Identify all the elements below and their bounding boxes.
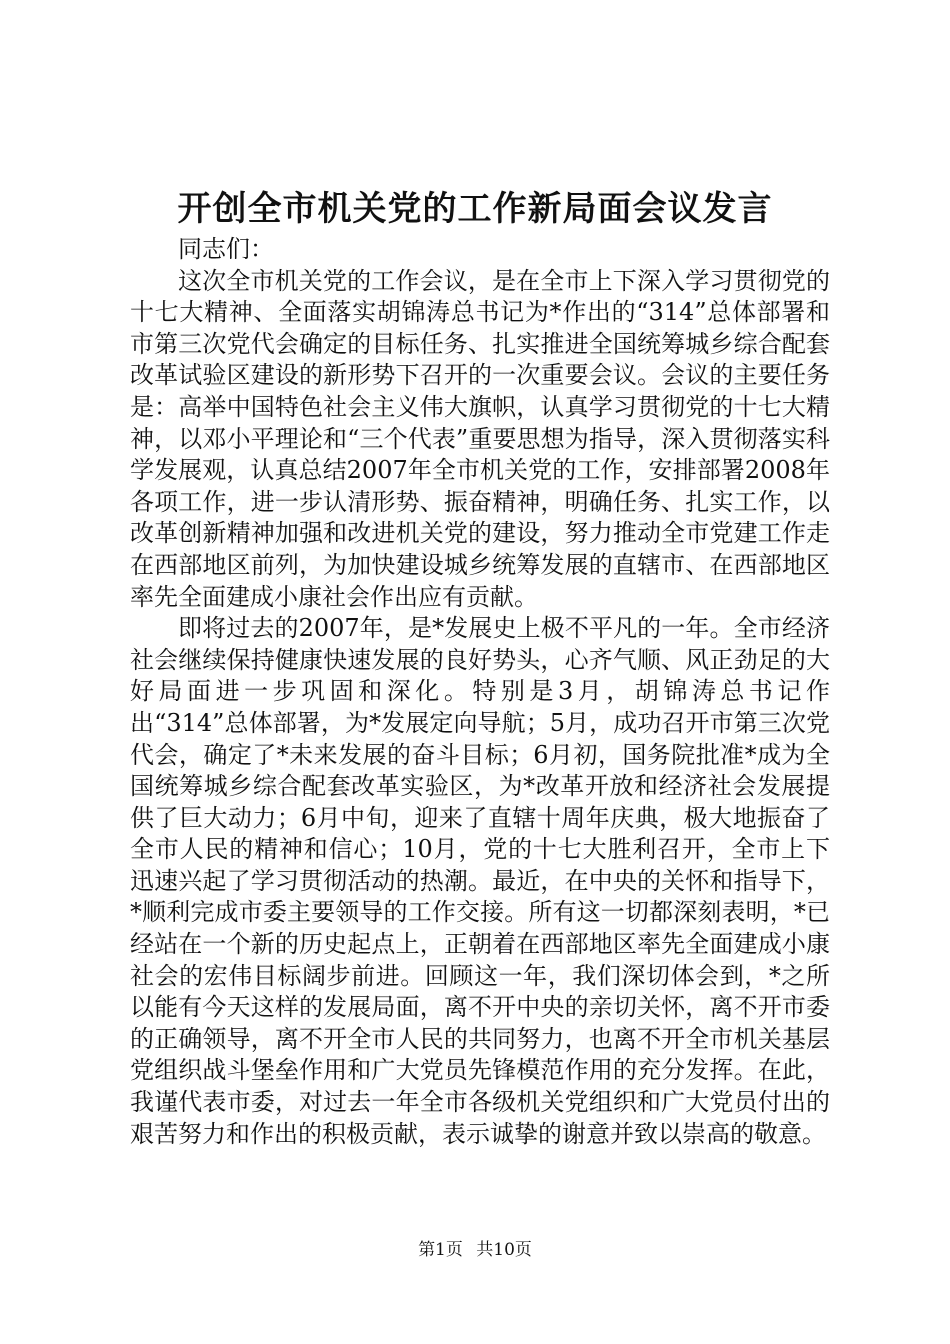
page-number: 第1页 <box>418 1240 463 1260</box>
page-footer <box>0 1238 950 1262</box>
salutation: 同志们： <box>178 235 274 263</box>
paragraph-1: 这次全市机关党的工作会议，是在全市上下深入学习贯彻党的十七大精神、全面落实胡锦涛总书记为*作出的“314”总体部署和市第三次党代会确定的目标任务、扎实推进全国统筹城乡综合配套改革试验区建设的新形势下召开的一次重要会议。会议的主要任务是：高举中国特色社会主义伟大旗帜，认真学习贯彻党的十七大精神，以邓小平理论和“三个代表”重要思想为指导，深入贯彻落实科学发展观，认真总结2007年全市机关党的工作，安排部署2008年各项工作，进一步认清形势、振奋精神，明确任务、扎实工作，以改革创新精神加强和改进机关党的建设，努力推动全市党建工作走在西部地区前列，为加快建设城乡统筹发展的直辖市、在西部地区率先全面建成小康社会作出应有贡献。 <box>130 266 830 611</box>
page-total: 共10页 <box>476 1240 532 1260</box>
paragraph-2: 即将过去的2007年，是*发展史上极不平凡的一年。全市经济社会继续保持健康快速发展的良好势头，心齐气顺、风正劲足的大好局面进一步巩固和深化。特别是3月，胡锦涛总书记作出“314”总体部署，为*发展定向导航；5月，成功召开市第三次党代会，确定了*未来发展的奋斗目标；6月初，国务院批准*成为全国统筹城乡综合配套改革实验区，为*改革开放和经济社会发展提供了巨大动力；6月中旬，迎来了直辖十周年庆典，极大地振奋了全市人民的精神和信心；10月，党的十七大胜利召开，全市上下迅速兴起了学习贯彻活动的热潮。最近，在中央的关怀和指导下，*顺利完成市委主要领导的工作交接。所有这一切都深刻表明，*已经站在一个新的历史起点上，正朝着在西部地区率先全面建成小康社会的宏伟目标阔步前进。回顾这一年，我们深切体会到，*之所以能有今天这样的发展局面，离不开中央的亲切关怀，离不开市委的正确领导，离不开全市人民的共同努力，也离不开全市机关基层党组织战斗堡垒作用和广大党员先锋模范作用的充分发挥。在此，我谨代表市委，对过去一年全市各级机关党组织和广大党员付出的艰苦努力和作出的积极贡献，表示诚挚的谢意并致以崇高的敬意。 <box>130 614 830 1148</box>
document-title: 开创全市机关党的工作新局面会议发言 <box>177 189 773 229</box>
document-body <box>130 234 830 1150</box>
